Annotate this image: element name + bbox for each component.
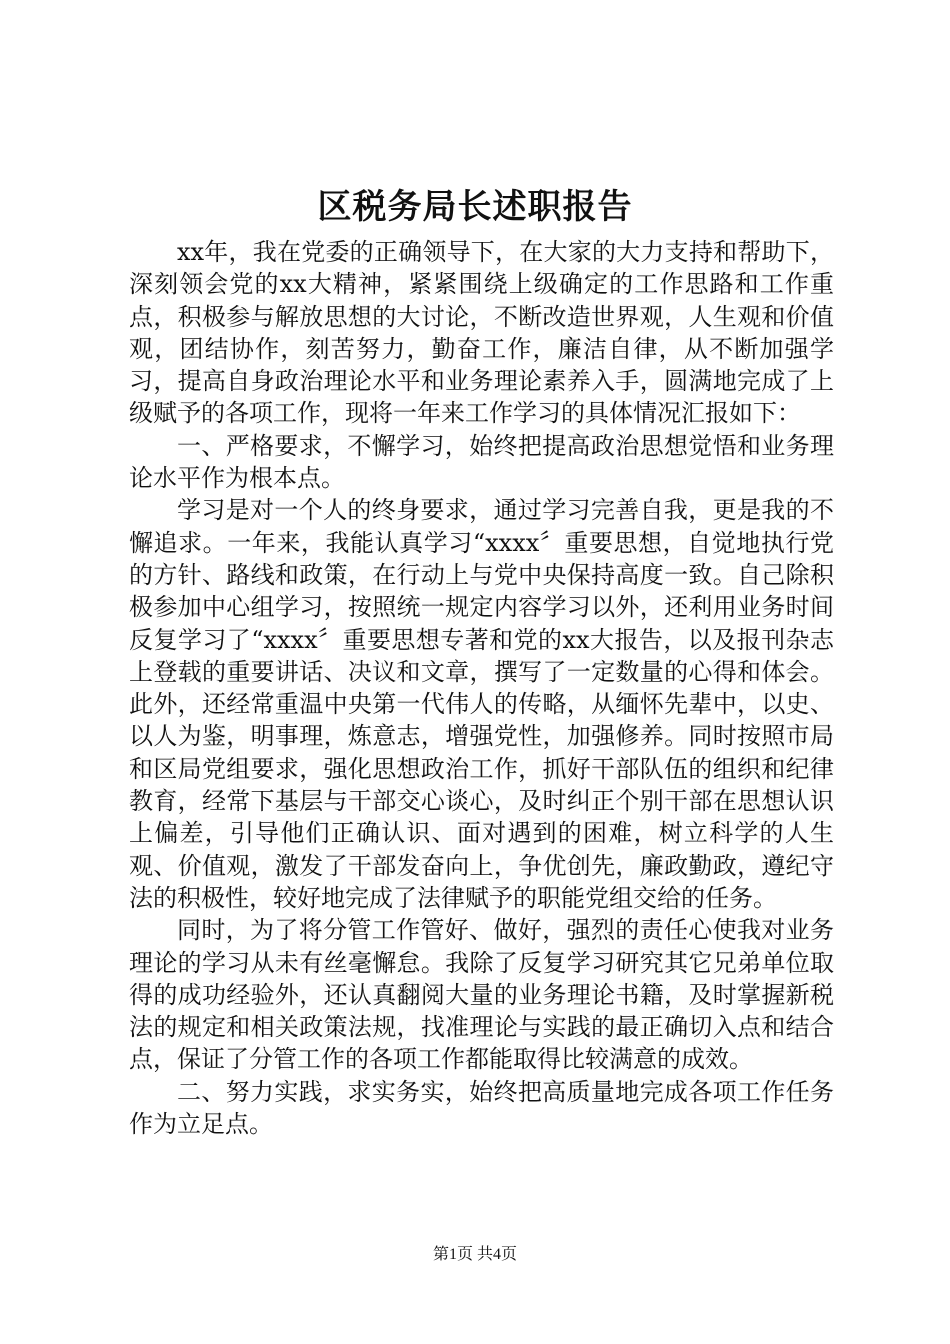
paragraph-business-theory: 同时，为了将分管工作管好、做好，强烈的责任心使我对业务理论的学习从未有丝毫懈怠。我除了反复学习研究其它兄弟单位取得的成功经验外，还认真翻阅大量的业务理论书籍，及时掌握新税法的规定和相关政策法规，找准理论与实践的最正确切入点和结合点，保证了分管工作的各项工作都能取得比较满意的成效。 — [129, 916, 834, 1074]
page-number-footer: 第1页 共4页 — [432, 1246, 517, 1263]
document-body — [129, 236, 834, 1140]
paragraph-section-one-heading: 一、严格要求，不懈学习，始终把提高政治思想觉悟和业务理论水平作为根本点。 — [129, 431, 834, 493]
paragraph-intro: xx年，我在党委的正确领导下，在大家的大力支持和帮助下，深刻领会党的xx大精神，紧紧围绕上级确定的工作思路和工作重点，积极参与解放思想的大讨论，不断改造世界观，人生观和价值观，团结协作，刻苦努力，勤奋工作，廉洁自律，从不断加强学习，提高自身政治理论水平和业务理论素养入手，圆满地完成了上级赋予的各项工作，现将一年来工作学习的具体情况汇报如下： — [129, 238, 834, 428]
paragraph-study: 学习是对一个人的终身要求，通过学习完善自我，更是我的不懈追求。一年来，我能认真学习“xxxx〞重要思想，自觉地执行党的方针、路线和政策，在行动上与党中央保持高度一致。自己除积极参加中心组学习，按照统一规定内容学习以外，还利用业务时间反复学习了“xxxx〞重要思想专著和党的xx大报告，以及报刊杂志上登载的重要讲话、决议和文章，撰写了一定数量的心得和体会。此外，还经常重温中央第一代伟人的传略，从缅怀先辈中，以史、以人为鉴，明事理，炼意志，增强党性，加强修养。同时按照市局和区局党组要求，强化思想政治工作，抓好干部队伍的组织和纪律教育，经常下基层与干部交心谈心，及时纠正个别干部在思想认识上偏差，引导他们正确认识、面对遇到的困难，树立科学的人生观、价值观，激发了干部发奋向上，争优创先，廉政勤政，遵纪守法的积极性，较好地完成了法律赋予的职能党组交给的任务。 — [129, 496, 834, 912]
document-title: 区税务局长述职报告 — [317, 187, 633, 227]
paragraph-section-two-heading: 二、努力实践，求实务实，始终把高质量地完成各项工作任务作为立足点。 — [129, 1077, 834, 1139]
